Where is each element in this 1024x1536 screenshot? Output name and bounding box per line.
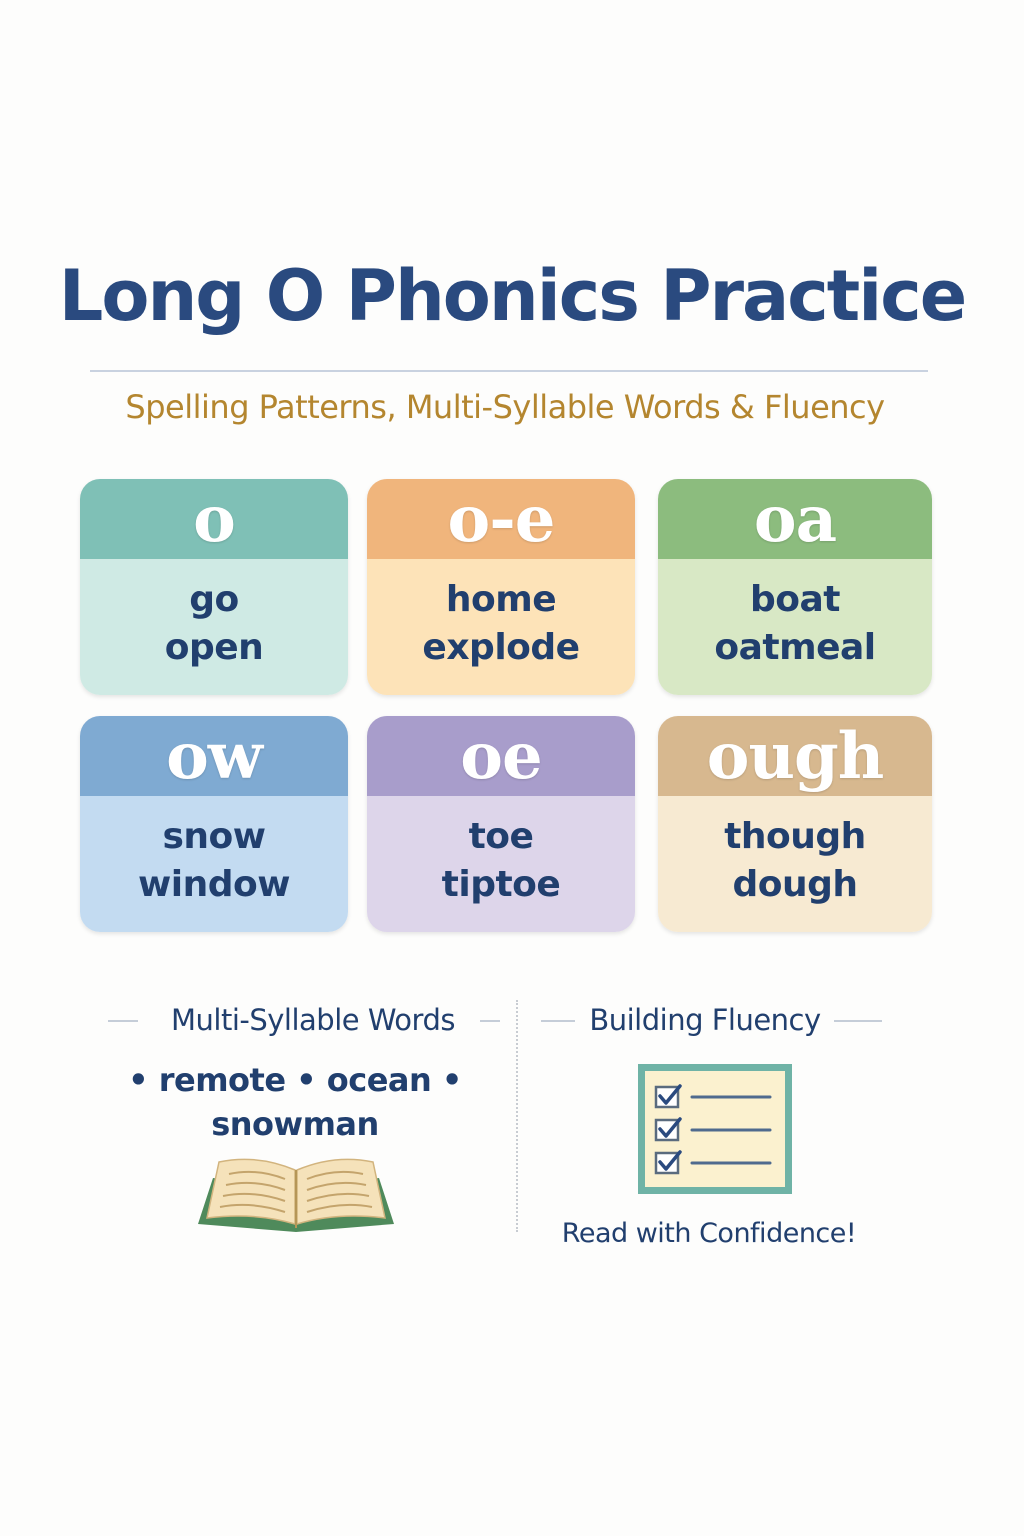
example-word: toe [468,816,534,857]
open-book-icon [193,1148,399,1238]
example-word: go [189,579,239,620]
section-dash [480,1020,500,1022]
pattern-card-oe [367,716,635,932]
example-word: open [164,627,264,668]
pattern-label: oa [658,479,932,559]
pattern-card-oa [658,479,932,695]
pattern-card-ough [658,716,932,932]
pattern-label: o [80,479,348,559]
pattern-label: ow [80,716,348,796]
example-word: snow [162,816,266,857]
pattern-card-o-e [367,479,635,695]
multi-syllable-words [120,1058,470,1146]
example-word: explode [422,627,580,668]
example-word: tiptoe [441,864,561,905]
pattern-label: ough [658,716,932,796]
pattern-label: oe [367,716,635,796]
example-word: home [445,579,557,620]
example-word: though [724,816,866,857]
pattern-card-o [80,479,348,695]
fluency-caption: Read with Confidence! [561,1218,857,1249]
example-word: window [138,864,290,905]
checklist-icon [636,1062,794,1196]
page-title: Long O Phonics Practice [58,255,966,337]
page-subtitle: Spelling Patterns, Multi-Syllable Words & Fluency [125,388,885,426]
fluency-title: Building Fluency [589,1003,821,1037]
section-dash [108,1020,138,1022]
example-word: boat [749,579,840,620]
section-dash [541,1020,575,1022]
multi-syllable-title: Multi-Syllable Words [171,1003,455,1037]
example-word: dough [732,864,858,905]
section-divider [516,1000,518,1232]
pattern-label: o-e [367,479,635,559]
example-word: oatmeal [714,627,876,668]
multi-syllable-line: snowman [211,1105,379,1143]
title-divider [90,370,928,372]
section-dash [834,1020,882,1022]
pattern-card-ow [80,716,348,932]
multi-syllable-line: • remote • ocean • [128,1061,462,1099]
